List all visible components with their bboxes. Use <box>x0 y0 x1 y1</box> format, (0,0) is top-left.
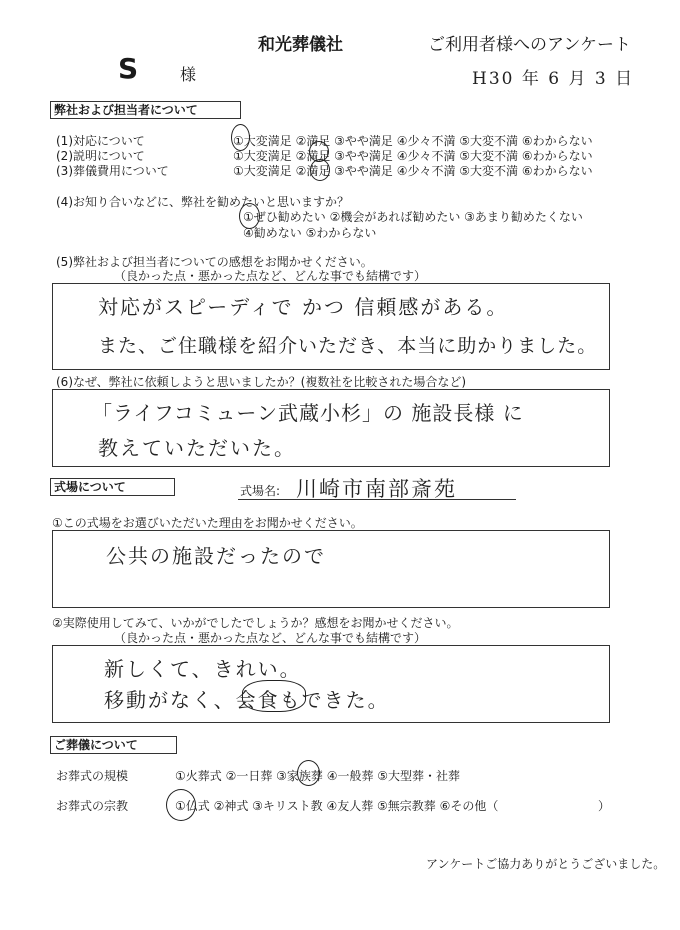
venue-q2-answer-line1: 新しくて、きれい。 <box>104 657 302 681</box>
q6-label: (6)なぜ、弊社に依頼しようと思いましたか？(複数社を比較された場合など) <box>56 375 467 389</box>
company-name: 和光葬儀社 <box>258 35 343 55</box>
honorific: 様 <box>180 65 197 84</box>
q5-note: （良かった点・悪かった点など、どんな事でも結構です） <box>114 269 427 283</box>
funeral-religion-options: ①仏式 ②神式 ③キリスト教 ④友人葬 ⑤無宗教葬 ⑥その他（ <box>175 799 499 813</box>
survey-title: ご利用者様へのアンケート <box>428 35 631 55</box>
funeral-scale-answer-circle <box>297 760 320 786</box>
survey-date: H30 年 6 月 3 日 <box>472 69 635 89</box>
venue-q2-answer-line2: 移動がなく、会食もできた。 <box>104 688 390 712</box>
venue-value: 川崎市南部斎苑 <box>296 477 457 501</box>
funeral-religion-close: ） <box>598 799 611 813</box>
venue-label: 式場名: <box>240 484 281 498</box>
q4-options-line1: ①ぜひ勧めたい ②機会があれば勧めたい ③あまり勧めたくない <box>243 210 583 224</box>
q1-label: (1)対応について <box>56 134 145 148</box>
q5-answer-line1: 対応がスピーディで かつ 信頼感がある。 <box>98 295 509 319</box>
q1-answer-circle <box>231 124 250 151</box>
q2-label: (2)説明について <box>56 149 145 163</box>
q5-answer-line2: また、ご住職様を紹介いただき、本当に助かりました。 <box>98 335 598 357</box>
funeral-scale-label: お葬式の規模 <box>56 769 129 783</box>
venue-q2-label: ②実際使用してみて、いかがでしたでしょうか？感想をお聞かせください。 <box>52 616 459 630</box>
section-title-venue: 式場について <box>50 478 175 496</box>
q4-label: (4)お知り合いなどに、弊社を勧めたいと思いますか？ <box>56 195 350 209</box>
q6-answer-line1: 「ライフコミューン武蔵小杉」の 施設長様 に <box>92 401 524 425</box>
footer-thanks: アンケートご協力ありがとうございました。 <box>426 857 666 871</box>
q2-options: ①大変満足 ②満足 ③やや満足 ④少々不満 ⑤大変不満 ⑥わからない <box>233 149 593 163</box>
q1-options: ①大変満足 ②満足 ③やや満足 ④少々不満 ⑤大変不満 ⑥わからない <box>233 134 593 148</box>
section-title-funeral: ご葬儀について <box>50 736 177 754</box>
funeral-scale-options: ①火葬式 ②一日葬 ③家族葬 ④一般葬 ⑤大型葬・社葬 <box>175 769 461 783</box>
funeral-religion-label: お葬式の宗教 <box>56 799 129 813</box>
q3-label: (3)葬儀費用について <box>56 164 169 178</box>
funeral-religion-answer-circle <box>166 789 196 821</box>
q5-label: (5)弊社および担当者についての感想をお聞かせください。 <box>56 255 373 269</box>
q3-options: ①大変満足 ②満足 ③やや満足 ④少々不満 ⑤大変不満 ⑥わからない <box>233 164 593 178</box>
venue-q2-kaisyoku-circle <box>242 680 306 712</box>
q6-answer-line2: 教えていただいた。 <box>98 436 296 460</box>
venue-q2-note: （良かった点・悪かった点など、どんな事でも結構です） <box>114 631 427 645</box>
venue-underline <box>238 499 516 500</box>
customer-initial: S <box>118 52 139 85</box>
q4-options-line2: ④勧めない ⑤わからない <box>243 226 377 240</box>
venue-q1-label: ①この式場をお選びいただいた理由をお聞かせください。 <box>52 516 363 530</box>
section-title-company: 弊社および担当者について <box>50 101 241 119</box>
venue-q1-answer: 公共の施設だったので <box>106 544 326 568</box>
q4-answer-circle <box>239 203 260 229</box>
q3-answer-circle <box>310 159 330 181</box>
